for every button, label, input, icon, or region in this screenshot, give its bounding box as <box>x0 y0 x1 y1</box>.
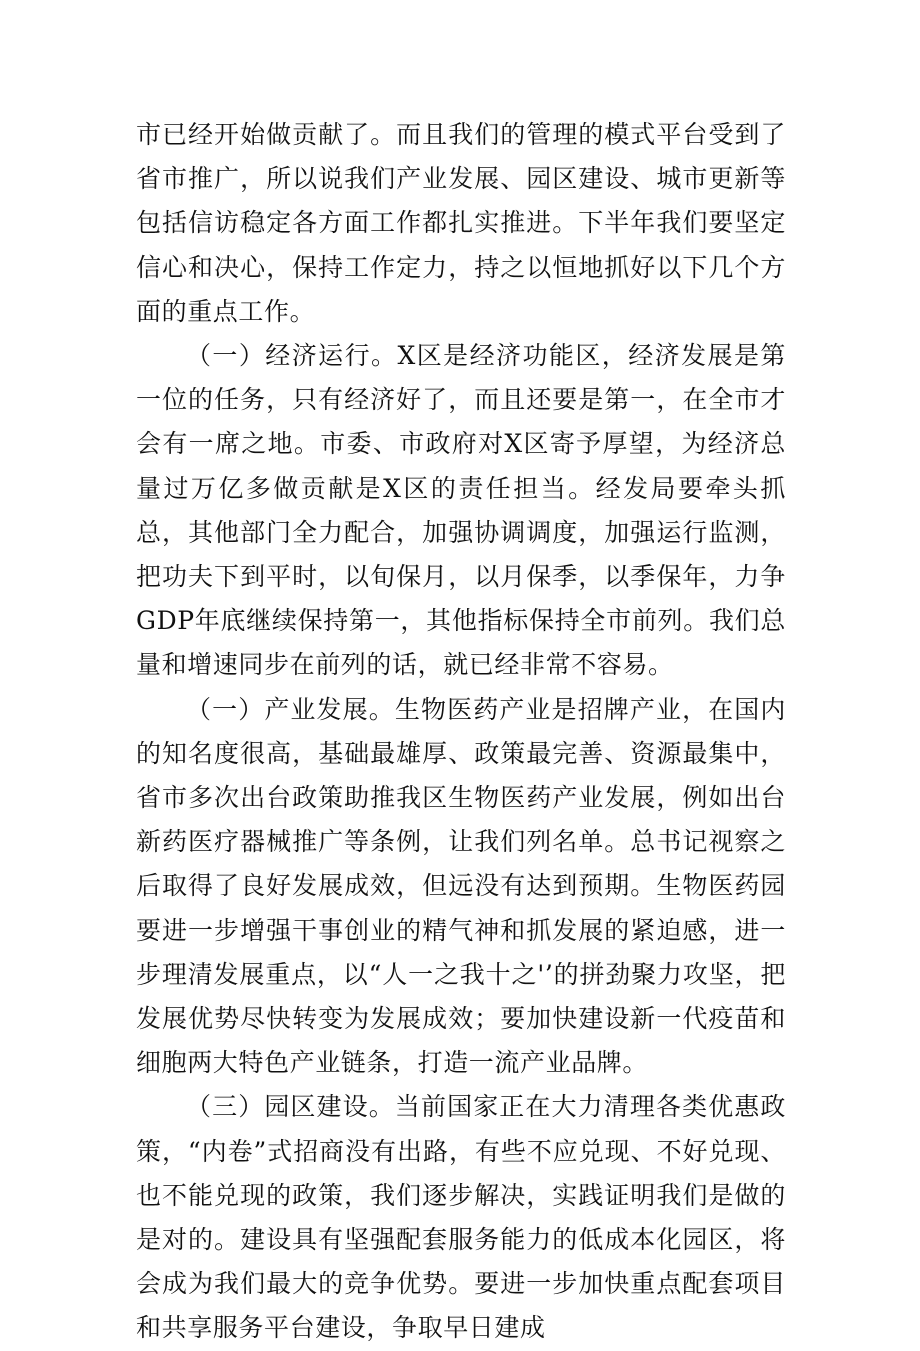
document-body <box>136 113 786 1351</box>
paragraph-park-construction: （三）园区建设。当前国家正在大力清理各类优惠政策，“内卷”式招商没有出路，有些不应兑现、不好兑现、也不能兑现的政策，我们逐步解决，实践证明我们是做的是对的。建设具有坚强配套服务能力的低成本化园区，将会成为我们最大的竞争优势。要进一步加快重点配套项目和共享服务平台建设，争取早日建成 <box>136 1092 786 1343</box>
paragraph-economic-operation: （一）经济运行。X区是经济功能区，经济发展是第一位的任务，只有经济好了，而且还要是第一，在全市才会有一席之地。市委、市政府对X区寄予厚望，为经济总量过万亿多做贡献是X区的责任担当。经发局要牵头抓总，其他部门全力配合，加强协调调度，加强运行监测，把功夫下到平时，以旬保月，以月保季，以季保年，力争GDP年底继续保持第一，其他指标保持全市前列。我们总量和增速同步在前列的话，就已经非常不容易。 <box>136 341 786 680</box>
paragraph-continuation: 市已经开始做贡献了。而且我们的管理的模式平台受到了省市推广，所以说我们产业发展、园区建设、城市更新等包括信访稳定各方面工作都扎实推进。下半年我们要坚定信心和决心，保持工作定力，持之以恒地抓好以下几个方面的重点工作。 <box>136 120 786 326</box>
paragraph-industry-development: （一）产业发展。生物医药产业是招牌产业，在国内的知名度很高，基础最雄厚、政策最完善、资源最集中，省市多次出台政策助推我区生物医药产业发展，例如出台新药医疗器械推广等条例，让我们列名单。总书记视察之后取得了良好发展成效，但远没有达到预期。生物医药园要进一步增强干事创业的精气神和抓发展的紧迫感，进一步理清发展重点，以“人一之我十之'’的拼劲聚力攻坚，把发展优势尽快转变为发展成效；要加快建设新一代疫苗和细胞两大特色产业链条，打造一流产业品牌。 <box>136 694 786 1078</box>
